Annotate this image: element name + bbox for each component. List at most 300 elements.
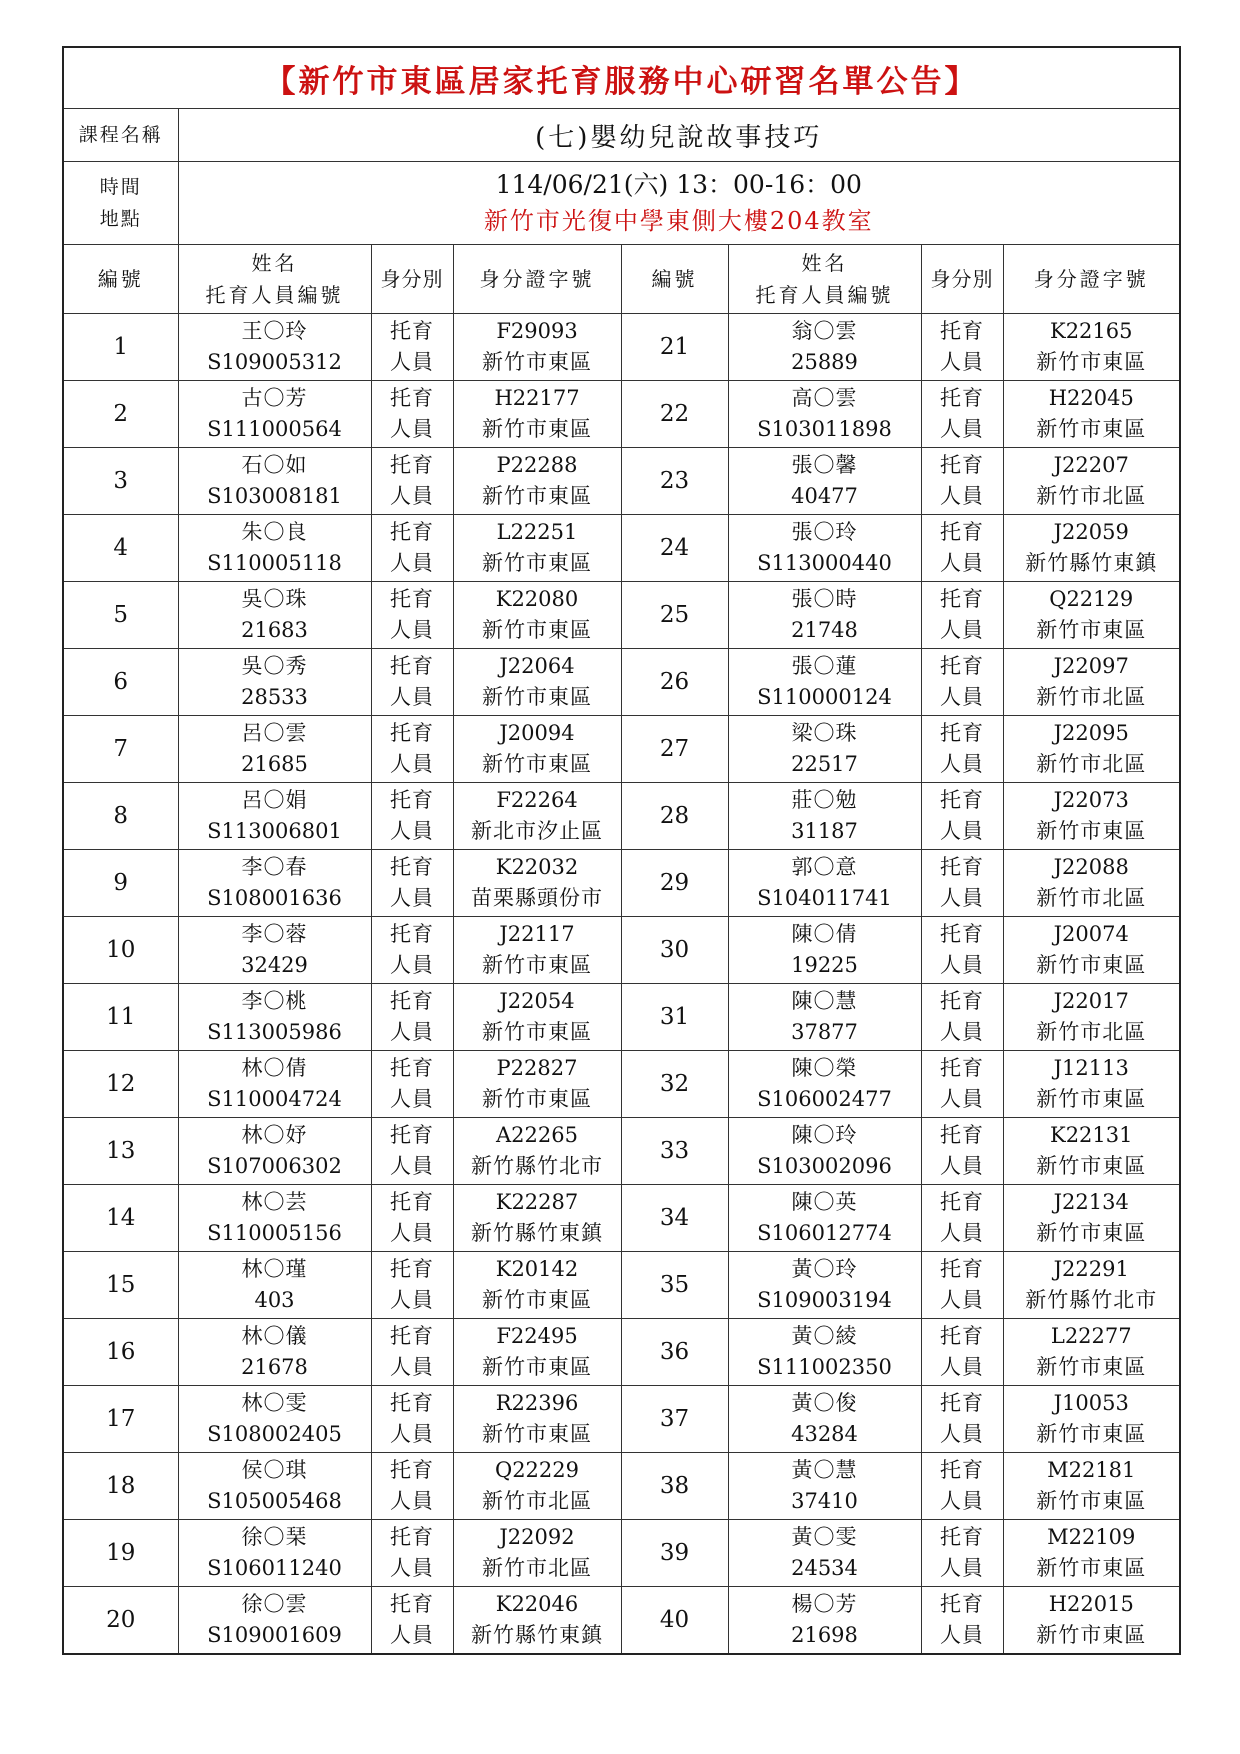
identity-line1: 托育 bbox=[940, 587, 984, 611]
row-number: 2 bbox=[63, 381, 178, 448]
id-number: F22264 bbox=[496, 788, 578, 812]
residence-area: 新竹市東區 bbox=[482, 685, 592, 709]
id-number: P22288 bbox=[496, 453, 578, 477]
trainee-name: 林〇妤 bbox=[241, 1123, 308, 1147]
trainee-name-code bbox=[178, 1386, 371, 1453]
time-location-label bbox=[63, 162, 178, 245]
identity-type bbox=[371, 1252, 453, 1319]
trainee-name: 陳〇慧 bbox=[791, 989, 858, 1013]
trainee-name-code bbox=[178, 1520, 371, 1587]
residence-area: 新竹市東區 bbox=[482, 1355, 592, 1379]
identity-line1: 托育 bbox=[940, 721, 984, 745]
trainee-name-code bbox=[178, 515, 371, 582]
id-number: K20142 bbox=[495, 1257, 579, 1281]
id-number-area bbox=[453, 1453, 621, 1520]
course-label: 課程名稱 bbox=[63, 109, 178, 162]
trainee-name-code bbox=[728, 515, 921, 582]
id-number: K22080 bbox=[495, 587, 579, 611]
id-number-area bbox=[1003, 716, 1180, 783]
trainee-code: S110004724 bbox=[207, 1087, 342, 1111]
trainee-name-code bbox=[178, 649, 371, 716]
identity-line1: 托育 bbox=[390, 587, 434, 611]
row-number: 16 bbox=[63, 1319, 178, 1386]
identity-line2: 人員 bbox=[390, 417, 434, 441]
row-number: 20 bbox=[63, 1587, 178, 1655]
residence-area: 新竹市東區 bbox=[1036, 417, 1147, 441]
id-number-area bbox=[453, 582, 621, 649]
trainee-name-code bbox=[728, 1319, 921, 1386]
identity-type bbox=[921, 984, 1003, 1051]
row-number: 15 bbox=[63, 1252, 178, 1319]
identity-type bbox=[371, 1118, 453, 1185]
identity-type bbox=[921, 917, 1003, 984]
id-number-area bbox=[1003, 984, 1180, 1051]
id-number: M22181 bbox=[1047, 1458, 1136, 1482]
identity-line2: 人員 bbox=[390, 1154, 434, 1178]
identity-line2: 人員 bbox=[390, 484, 434, 508]
identity-line1: 托育 bbox=[390, 788, 434, 812]
id-number-area bbox=[1003, 448, 1180, 515]
identity-type bbox=[921, 448, 1003, 515]
id-number-area bbox=[453, 783, 621, 850]
identity-line1: 托育 bbox=[390, 1391, 434, 1415]
identity-type bbox=[921, 783, 1003, 850]
identity-type bbox=[371, 448, 453, 515]
identity-line2: 人員 bbox=[390, 886, 434, 910]
trainee-name: 莊〇勉 bbox=[791, 788, 858, 812]
id-number: K22131 bbox=[1050, 1123, 1133, 1147]
trainee-name: 吳〇珠 bbox=[241, 587, 308, 611]
table-row bbox=[63, 1118, 1180, 1185]
trainee-name: 郭〇意 bbox=[791, 855, 858, 879]
trainee-name-code bbox=[178, 381, 371, 448]
row-number: 29 bbox=[621, 850, 728, 917]
trainee-name-code bbox=[178, 917, 371, 984]
trainee-name: 張〇馨 bbox=[791, 453, 858, 477]
trainee-code: 28533 bbox=[241, 685, 308, 709]
id-number-area bbox=[1003, 582, 1180, 649]
residence-area: 新竹市東區 bbox=[1036, 1556, 1147, 1580]
identity-line2: 人員 bbox=[940, 1154, 984, 1178]
row-number: 18 bbox=[63, 1453, 178, 1520]
residence-area: 新竹市東區 bbox=[1036, 350, 1147, 374]
row-number: 9 bbox=[63, 850, 178, 917]
row-number: 26 bbox=[621, 649, 728, 716]
trainee-name-code bbox=[728, 1520, 921, 1587]
trainee-name-code bbox=[178, 1252, 371, 1319]
row-number: 8 bbox=[63, 783, 178, 850]
id-number: J22054 bbox=[499, 989, 575, 1013]
trainee-name-code bbox=[178, 1118, 371, 1185]
session-location: 新竹市光復中學東側大樓204教室 bbox=[483, 207, 874, 235]
trainee-name-code bbox=[728, 716, 921, 783]
table-row bbox=[63, 1252, 1180, 1319]
identity-line1: 托育 bbox=[940, 922, 984, 946]
row-number: 12 bbox=[63, 1051, 178, 1118]
residence-area: 新竹市東區 bbox=[1036, 953, 1147, 977]
trainee-name-code bbox=[178, 1587, 371, 1655]
residence-area: 新竹市東區 bbox=[482, 551, 592, 575]
row-number: 32 bbox=[621, 1051, 728, 1118]
row-number: 6 bbox=[63, 649, 178, 716]
identity-type bbox=[371, 649, 453, 716]
trainee-name: 陳〇玲 bbox=[791, 1123, 858, 1147]
trainee-code: S108002405 bbox=[207, 1422, 342, 1446]
course-row bbox=[63, 109, 1180, 162]
identity-line2: 人員 bbox=[390, 1556, 434, 1580]
id-number-area bbox=[453, 1520, 621, 1587]
trainee-name: 朱〇良 bbox=[241, 520, 308, 544]
trainee-name: 林〇雯 bbox=[241, 1391, 308, 1415]
id-number: J10053 bbox=[1053, 1391, 1129, 1415]
trainee-code: 19225 bbox=[791, 953, 858, 977]
id-number: M22109 bbox=[1047, 1525, 1136, 1549]
identity-line1: 托育 bbox=[940, 855, 984, 879]
residence-area: 新竹市東區 bbox=[482, 752, 592, 776]
trainee-name: 林〇瑾 bbox=[241, 1257, 308, 1281]
table-row bbox=[63, 582, 1180, 649]
row-number: 35 bbox=[621, 1252, 728, 1319]
residence-area: 新竹縣竹東鎮 bbox=[471, 1623, 603, 1647]
id-number-area bbox=[1003, 783, 1180, 850]
id-number-area bbox=[453, 381, 621, 448]
residence-area: 新竹市東區 bbox=[482, 953, 592, 977]
residence-area: 新竹市東區 bbox=[482, 417, 592, 441]
residence-area: 苗栗縣頭份市 bbox=[471, 886, 603, 910]
trainee-name: 張〇玲 bbox=[791, 520, 858, 544]
trainee-code: 403 bbox=[254, 1288, 295, 1312]
trainee-name-code bbox=[728, 314, 921, 381]
residence-area: 新竹市北區 bbox=[1036, 886, 1147, 910]
row-number: 37 bbox=[621, 1386, 728, 1453]
trainee-name: 古〇芳 bbox=[241, 386, 308, 410]
row-number: 23 bbox=[621, 448, 728, 515]
identity-type bbox=[371, 783, 453, 850]
trainee-code: S104011741 bbox=[757, 886, 892, 910]
identity-line1: 托育 bbox=[940, 654, 984, 678]
trainee-code: S103002096 bbox=[757, 1154, 892, 1178]
residence-area: 新竹市東區 bbox=[482, 1020, 592, 1044]
table-row bbox=[63, 314, 1180, 381]
trainee-name-code bbox=[178, 1185, 371, 1252]
table-row bbox=[63, 1587, 1180, 1655]
identity-type bbox=[371, 984, 453, 1051]
trainee-name-code bbox=[178, 448, 371, 515]
trainee-name: 林〇芸 bbox=[241, 1190, 308, 1214]
trainee-name-code bbox=[178, 716, 371, 783]
residence-area: 新竹市北區 bbox=[1036, 685, 1147, 709]
identity-line2: 人員 bbox=[390, 1355, 434, 1379]
trainee-name: 王〇玲 bbox=[241, 319, 308, 343]
trainee-code: 22517 bbox=[791, 752, 858, 776]
identity-type bbox=[921, 582, 1003, 649]
identity-line2: 人員 bbox=[940, 350, 984, 374]
id-number: Q22129 bbox=[1049, 587, 1134, 611]
id-number: Q22229 bbox=[494, 1458, 580, 1482]
residence-area: 新竹市東區 bbox=[1036, 819, 1147, 843]
row-number: 22 bbox=[621, 381, 728, 448]
trainee-name-code bbox=[728, 381, 921, 448]
identity-line1: 托育 bbox=[940, 1123, 984, 1147]
identity-line2: 人員 bbox=[390, 1422, 434, 1446]
identity-type bbox=[371, 1453, 453, 1520]
identity-type bbox=[921, 1051, 1003, 1118]
identity-line2: 人員 bbox=[940, 685, 984, 709]
id-number: P22827 bbox=[496, 1056, 578, 1080]
row-number: 27 bbox=[621, 716, 728, 783]
identity-line2: 人員 bbox=[940, 953, 984, 977]
id-number-area bbox=[453, 716, 621, 783]
trainee-code: S106011240 bbox=[207, 1556, 342, 1580]
id-number-area bbox=[453, 1386, 621, 1453]
header-name-line1: 姓名 bbox=[251, 251, 298, 275]
trainee-code: S111002350 bbox=[757, 1355, 892, 1379]
identity-line1: 托育 bbox=[940, 788, 984, 812]
residence-area: 新竹縣竹東鎮 bbox=[471, 1221, 603, 1245]
identity-line1: 托育 bbox=[390, 319, 434, 343]
id-number: J20074 bbox=[1053, 922, 1129, 946]
trainee-code: S105005468 bbox=[207, 1489, 342, 1513]
row-number: 10 bbox=[63, 917, 178, 984]
row-number: 39 bbox=[621, 1520, 728, 1587]
trainee-code: S109005312 bbox=[207, 350, 342, 374]
id-number: L22251 bbox=[496, 520, 578, 544]
identity-line2: 人員 bbox=[940, 819, 984, 843]
table-row bbox=[63, 381, 1180, 448]
identity-type bbox=[921, 716, 1003, 783]
identity-line2: 人員 bbox=[390, 953, 434, 977]
identity-type bbox=[921, 1185, 1003, 1252]
header-name-line2: 托育人員編號 bbox=[755, 283, 894, 307]
id-number: J22064 bbox=[499, 654, 575, 678]
id-number: J12113 bbox=[1053, 1056, 1129, 1080]
identity-line2: 人員 bbox=[940, 752, 984, 776]
identity-line2: 人員 bbox=[390, 1489, 434, 1513]
identity-line1: 托育 bbox=[940, 1458, 984, 1482]
table-row bbox=[63, 649, 1180, 716]
residence-area: 新竹市東區 bbox=[482, 1288, 592, 1312]
trainee-name: 李〇桃 bbox=[241, 989, 308, 1013]
time-location-value bbox=[178, 162, 1180, 245]
trainee-name: 楊〇芳 bbox=[791, 1592, 858, 1616]
trainee-name-code bbox=[178, 1319, 371, 1386]
trainee-name: 吳〇秀 bbox=[241, 654, 308, 678]
row-number: 13 bbox=[63, 1118, 178, 1185]
identity-line1: 托育 bbox=[390, 520, 434, 544]
table-row bbox=[63, 716, 1180, 783]
header-identity-left: 身分別 bbox=[371, 245, 453, 314]
trainee-code: S103008181 bbox=[207, 484, 342, 508]
identity-line1: 托育 bbox=[390, 1458, 434, 1482]
trainee-code: S110005156 bbox=[207, 1221, 342, 1245]
identity-line1: 托育 bbox=[390, 922, 434, 946]
header-id-number-left: 身分證字號 bbox=[453, 245, 621, 314]
identity-line1: 托育 bbox=[940, 1391, 984, 1415]
row-number: 21 bbox=[621, 314, 728, 381]
residence-area: 新竹市東區 bbox=[1036, 1422, 1147, 1446]
trainee-name: 黃〇玲 bbox=[791, 1257, 858, 1281]
id-number-area bbox=[1003, 1185, 1180, 1252]
identity-line1: 托育 bbox=[940, 386, 984, 410]
id-number-area bbox=[1003, 1051, 1180, 1118]
identity-line1: 托育 bbox=[940, 1190, 984, 1214]
table-row bbox=[63, 783, 1180, 850]
residence-area: 新竹縣竹東鎮 bbox=[1025, 551, 1158, 575]
identity-line1: 托育 bbox=[940, 989, 984, 1013]
row-number: 31 bbox=[621, 984, 728, 1051]
residence-area: 新竹市東區 bbox=[1036, 1355, 1147, 1379]
identity-line1: 托育 bbox=[940, 1324, 984, 1348]
trainee-name-code bbox=[728, 1587, 921, 1655]
trainee-name: 高〇雲 bbox=[791, 386, 858, 410]
identity-line2: 人員 bbox=[390, 1623, 434, 1647]
time-label: 時間 bbox=[99, 176, 142, 198]
identity-line1: 托育 bbox=[390, 386, 434, 410]
trainee-code: 37877 bbox=[791, 1020, 858, 1044]
trainee-name: 石〇如 bbox=[241, 453, 308, 477]
trainee-name: 張〇蓮 bbox=[791, 654, 858, 678]
id-number-area bbox=[1003, 1453, 1180, 1520]
trainee-name: 李〇蓉 bbox=[241, 922, 308, 946]
row-number: 7 bbox=[63, 716, 178, 783]
identity-line1: 托育 bbox=[390, 721, 434, 745]
residence-area: 新竹市東區 bbox=[482, 1087, 592, 1111]
header-identity-right: 身分別 bbox=[921, 245, 1003, 314]
identity-line2: 人員 bbox=[940, 1020, 984, 1044]
identity-line2: 人員 bbox=[940, 551, 984, 575]
trainee-code: S103011898 bbox=[757, 417, 892, 441]
residence-area: 新竹市東區 bbox=[482, 618, 592, 642]
trainee-code: S110000124 bbox=[757, 685, 892, 709]
trainee-name: 林〇儀 bbox=[241, 1324, 308, 1348]
id-number: A22265 bbox=[496, 1123, 578, 1147]
identity-line1: 托育 bbox=[940, 1592, 984, 1616]
row-number: 4 bbox=[63, 515, 178, 582]
id-number-area bbox=[453, 1051, 621, 1118]
identity-type bbox=[371, 1185, 453, 1252]
identity-line2: 人員 bbox=[390, 752, 434, 776]
id-number-area bbox=[453, 1587, 621, 1655]
residence-area: 新竹縣竹北市 bbox=[1025, 1288, 1158, 1312]
id-number-area bbox=[1003, 314, 1180, 381]
identity-type bbox=[921, 1118, 1003, 1185]
trainee-name: 黃〇雯 bbox=[791, 1525, 858, 1549]
identity-line2: 人員 bbox=[390, 618, 434, 642]
identity-type bbox=[371, 1386, 453, 1453]
identity-type bbox=[921, 515, 1003, 582]
id-number: J22073 bbox=[1053, 788, 1129, 812]
identity-type bbox=[371, 1319, 453, 1386]
residence-area: 新竹市東區 bbox=[482, 1422, 592, 1446]
identity-line2: 人員 bbox=[390, 685, 434, 709]
row-number: 19 bbox=[63, 1520, 178, 1587]
identity-type bbox=[371, 314, 453, 381]
id-number: J22095 bbox=[1053, 721, 1129, 745]
trainee-name: 張〇時 bbox=[791, 587, 858, 611]
trainee-code: S113005986 bbox=[207, 1020, 342, 1044]
trainee-name: 陳〇英 bbox=[791, 1190, 858, 1214]
trainee-name: 黃〇俊 bbox=[791, 1391, 858, 1415]
id-number: J22017 bbox=[1053, 989, 1129, 1013]
identity-line2: 人員 bbox=[940, 886, 984, 910]
id-number-area bbox=[453, 984, 621, 1051]
id-number-area bbox=[453, 1185, 621, 1252]
trainee-name: 徐〇雲 bbox=[241, 1592, 308, 1616]
identity-line2: 人員 bbox=[940, 1288, 984, 1312]
trainee-code: 43284 bbox=[791, 1422, 858, 1446]
table-row bbox=[63, 984, 1180, 1051]
identity-type bbox=[921, 1453, 1003, 1520]
row-number: 14 bbox=[63, 1185, 178, 1252]
trainee-code: S110005118 bbox=[207, 551, 342, 575]
id-number: K22165 bbox=[1050, 319, 1133, 343]
trainee-name: 林〇倩 bbox=[241, 1056, 308, 1080]
table-row bbox=[63, 1386, 1180, 1453]
table-row bbox=[63, 1051, 1180, 1118]
trainee-name-code bbox=[728, 1252, 921, 1319]
trainee-code: S113006801 bbox=[207, 819, 342, 843]
row-number: 36 bbox=[621, 1319, 728, 1386]
identity-line2: 人員 bbox=[940, 1489, 984, 1513]
row-number: 28 bbox=[621, 783, 728, 850]
table-row bbox=[63, 850, 1180, 917]
trainee-code: 37410 bbox=[791, 1489, 858, 1513]
trainee-name-code bbox=[728, 1185, 921, 1252]
id-number-area bbox=[1003, 1319, 1180, 1386]
trainee-code: S108001636 bbox=[207, 886, 342, 910]
trainee-name-code bbox=[178, 314, 371, 381]
id-number-area bbox=[1003, 381, 1180, 448]
residence-area: 新竹市北區 bbox=[482, 1556, 592, 1580]
residence-area: 新竹市東區 bbox=[1036, 1221, 1147, 1245]
id-number: J22207 bbox=[1053, 453, 1129, 477]
header-number-left: 編號 bbox=[63, 245, 178, 314]
id-number: J22092 bbox=[499, 1525, 575, 1549]
id-number-area bbox=[1003, 1118, 1180, 1185]
table-row bbox=[63, 1453, 1180, 1520]
trainee-code: 32429 bbox=[241, 953, 308, 977]
header-number-right: 編號 bbox=[621, 245, 728, 314]
id-number: H22015 bbox=[1048, 1592, 1134, 1616]
time-location-row bbox=[63, 162, 1180, 245]
identity-type bbox=[921, 1587, 1003, 1655]
identity-type bbox=[371, 1520, 453, 1587]
id-number: J22088 bbox=[1053, 855, 1129, 879]
identity-type bbox=[371, 1587, 453, 1655]
residence-area: 新竹縣竹北市 bbox=[471, 1154, 603, 1178]
residence-area: 新北市汐止區 bbox=[471, 819, 603, 843]
residence-area: 新竹市北區 bbox=[482, 1489, 592, 1513]
id-number: J22117 bbox=[499, 922, 575, 946]
id-number-area bbox=[1003, 1520, 1180, 1587]
trainee-code: 25889 bbox=[791, 350, 858, 374]
identity-type bbox=[371, 716, 453, 783]
trainee-name-code bbox=[178, 984, 371, 1051]
identity-line1: 托育 bbox=[940, 1257, 984, 1281]
id-number: J22059 bbox=[1053, 520, 1129, 544]
row-number: 30 bbox=[621, 917, 728, 984]
id-number-area bbox=[453, 314, 621, 381]
trainee-name: 黃〇綾 bbox=[791, 1324, 858, 1348]
id-number: F22495 bbox=[496, 1324, 578, 1348]
trainee-name: 侯〇琪 bbox=[241, 1458, 308, 1482]
id-number-area bbox=[453, 1252, 621, 1319]
id-number: K22032 bbox=[495, 855, 579, 879]
identity-type bbox=[371, 850, 453, 917]
identity-type bbox=[371, 1051, 453, 1118]
header-name-left bbox=[178, 245, 371, 314]
id-number-area bbox=[1003, 850, 1180, 917]
